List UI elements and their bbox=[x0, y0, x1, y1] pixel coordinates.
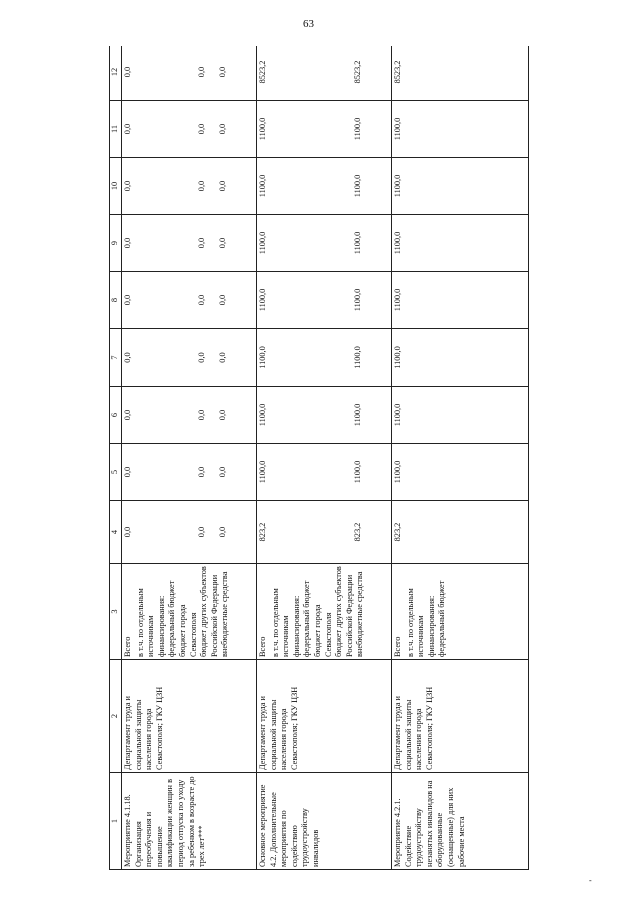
source-label: в т.ч. по отдельным источникам финансирования: bbox=[270, 588, 301, 657]
value-cell: 1100,0 bbox=[392, 215, 529, 272]
header-cell: 12 bbox=[110, 46, 122, 101]
source-label: внебюджетные средства bbox=[355, 571, 365, 657]
rotated-table-area bbox=[109, 46, 529, 870]
source-label: Всего bbox=[258, 636, 267, 657]
header-cell: 9 bbox=[110, 215, 122, 272]
source-label: в т.ч. по отдельным источникам финансирования: bbox=[405, 588, 436, 657]
value-cell: 8523,2 8523,2 bbox=[257, 46, 392, 101]
table-row bbox=[257, 46, 392, 870]
value-cell: 823,2 bbox=[392, 501, 529, 564]
source-label: внебюджетные средства bbox=[220, 571, 230, 657]
header-cell: 11 bbox=[110, 101, 122, 158]
table-row bbox=[392, 46, 529, 870]
value-cell: 0,0 0,0 0,0 bbox=[122, 46, 257, 101]
value-cell: 1100,0 bbox=[392, 329, 529, 387]
executor-cell: Департамент труда и социальной защиты населения города Севастополя; ГКУ ЦЗН bbox=[122, 660, 257, 773]
value-cell: 1100,0 bbox=[392, 387, 529, 444]
rotated-table-container bbox=[109, 46, 529, 870]
value-cell: 1100,0 bbox=[392, 272, 529, 329]
source-cell bbox=[257, 564, 392, 660]
source-label: Всего bbox=[123, 636, 132, 657]
source-label: Всего bbox=[393, 636, 402, 657]
source-label: в т.ч. по отдельным источникам финансирования: bbox=[135, 588, 166, 657]
footnote-mark: - bbox=[589, 876, 592, 885]
value-cell: 1100,0 1100,0 bbox=[257, 329, 392, 387]
value-cell: 1100,0 1100,0 bbox=[257, 444, 392, 501]
source-cell bbox=[392, 564, 529, 660]
header-cell: 3 bbox=[110, 564, 122, 660]
value-cell: 0,0 0,0 0,0 bbox=[122, 158, 257, 215]
header-cell: 5 bbox=[110, 444, 122, 501]
value-cell: 1100,0 bbox=[392, 101, 529, 158]
value-cell: 0,0 0,0 0,0 bbox=[122, 387, 257, 444]
value-cell: 1100,0 bbox=[392, 158, 529, 215]
value-cell: 0,0 0,0 0,0 bbox=[122, 501, 257, 564]
source-label: федеральный бюджет bbox=[302, 580, 312, 657]
value-cell: 0,0 0,0 0,0 bbox=[122, 272, 257, 329]
header-cell: 2 bbox=[110, 660, 122, 773]
budget-table bbox=[109, 46, 529, 870]
value-cell: 1100,0 bbox=[392, 444, 529, 501]
table-row bbox=[122, 46, 257, 870]
header-cell: 10 bbox=[110, 158, 122, 215]
value-cell: 0,0 0,0 0,0 bbox=[122, 215, 257, 272]
source-label: федеральный бюджет bbox=[167, 580, 177, 657]
source-cell bbox=[122, 564, 257, 660]
value-cell: 1100,0 1100,0 bbox=[257, 215, 392, 272]
header-cell: 1 bbox=[110, 773, 122, 870]
value-cell: 8523,2 bbox=[392, 46, 529, 101]
header-cell: 6 bbox=[110, 387, 122, 444]
value-cell: 0,0 0,0 0,0 bbox=[122, 329, 257, 387]
executor-cell: Департамент труда и социальной защиты населения города Севастополя; ГКУ ЦЗН bbox=[257, 660, 392, 773]
source-label: федеральный бюджет bbox=[437, 580, 447, 657]
header-cell: 7 bbox=[110, 329, 122, 387]
source-label: бюджет города Севастополя bbox=[312, 604, 333, 657]
value-cell: 1100,0 1100,0 bbox=[257, 101, 392, 158]
page-number: 63 bbox=[303, 18, 314, 30]
source-label: бюджет других субъектов Российской Федерации bbox=[334, 566, 354, 657]
event-cell: Мероприятие 4.1.18. Организация переобучения и повышение квалификации женщин в период отпуска по уходу за ребенком в возрасте до трех лет*** bbox=[122, 773, 257, 870]
value-cell: 0,0 0,0 0,0 bbox=[122, 444, 257, 501]
header-cell: 8 bbox=[110, 272, 122, 329]
event-cell: Основное мероприятие 4.2. Дополнительные мероприятия по содействию трудоустройству инвалидов bbox=[257, 773, 392, 870]
header-row bbox=[110, 46, 122, 870]
value-cell: 0,0 0,0 0,0 bbox=[122, 101, 257, 158]
value-cell: 1100,0 1100,0 bbox=[257, 387, 392, 444]
event-cell: Мероприятие 4.2.1. Содействие трудоустройству незанятых инвалидов на оборудованные (оснащенные) для них рабочие места bbox=[392, 773, 529, 870]
source-label: бюджет других субъектов Российской Федерации bbox=[199, 566, 219, 657]
header-cell: 4 bbox=[110, 501, 122, 564]
value-cell: 823,2 823,2 bbox=[257, 501, 392, 564]
source-label: бюджет города Севастополя bbox=[177, 604, 198, 657]
executor-cell: Департамент труда и социальной защиты населения города Севастополя; ГКУ ЦЗН bbox=[392, 660, 529, 773]
value-cell: 1100,0 1100,0 bbox=[257, 158, 392, 215]
value-cell: 1100,0 1100,0 bbox=[257, 272, 392, 329]
